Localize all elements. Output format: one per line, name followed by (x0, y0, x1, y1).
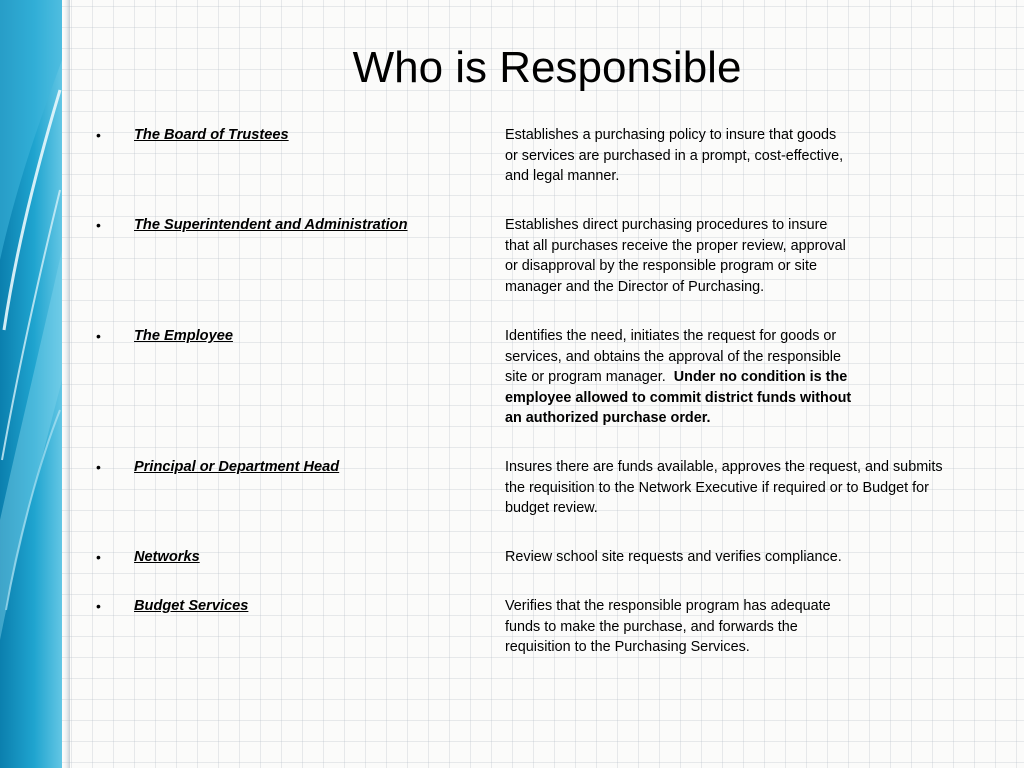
role-description: Establishes direct purchasing procedures to insure that all purchases receive the proper review, approval or disapproval by the responsible program or site manager and the Director of Purchasing. (505, 217, 846, 295)
role-description: Verifies that the responsible program has adequate funds to make the purchase, and forwards the requisition to the Purchasing Services. (505, 598, 831, 656)
role-name: Budget Services (134, 598, 249, 614)
slide-title: Who is Responsible (352, 43, 742, 92)
role-description: Establishes a purchasing policy to insure that goods or services are purchased in a prompt, cost-effective, and legal manner. (505, 127, 844, 185)
emphasis-text: an authorized purchase order. (505, 410, 711, 427)
emphasis-text: employee allowed to commit district funds without (505, 389, 852, 406)
role-description: Identifies the need, initiates the request for goods or services, and obtains the approval of the responsible site or program manager. Under no condition is the employee allowed to commit district funds without an authorized purchase order. (505, 326, 851, 429)
bullet-marker: • (96, 598, 101, 614)
bullet-marker: • (96, 459, 101, 475)
bullet-marker: • (96, 217, 101, 233)
emphasis-text: Under no condition is the (673, 369, 848, 386)
bullet-marker: • (96, 549, 101, 565)
role-description: Review school site requests and verifies compliance. (505, 549, 842, 565)
role-name: Principal or Department Head (134, 459, 340, 475)
role-name: Networks (134, 549, 200, 565)
role-description: Insures there are funds available, approves the request, and submits the requisition to the Network Executive if required or to Budget for budget review. (505, 459, 943, 517)
role-name: The Superintendent and Administration (134, 217, 408, 233)
bullet-marker: • (96, 127, 101, 143)
role-name: The Board of Trustees (134, 127, 289, 143)
role-name: The Employee (134, 328, 233, 344)
bullet-marker: • (96, 328, 101, 344)
